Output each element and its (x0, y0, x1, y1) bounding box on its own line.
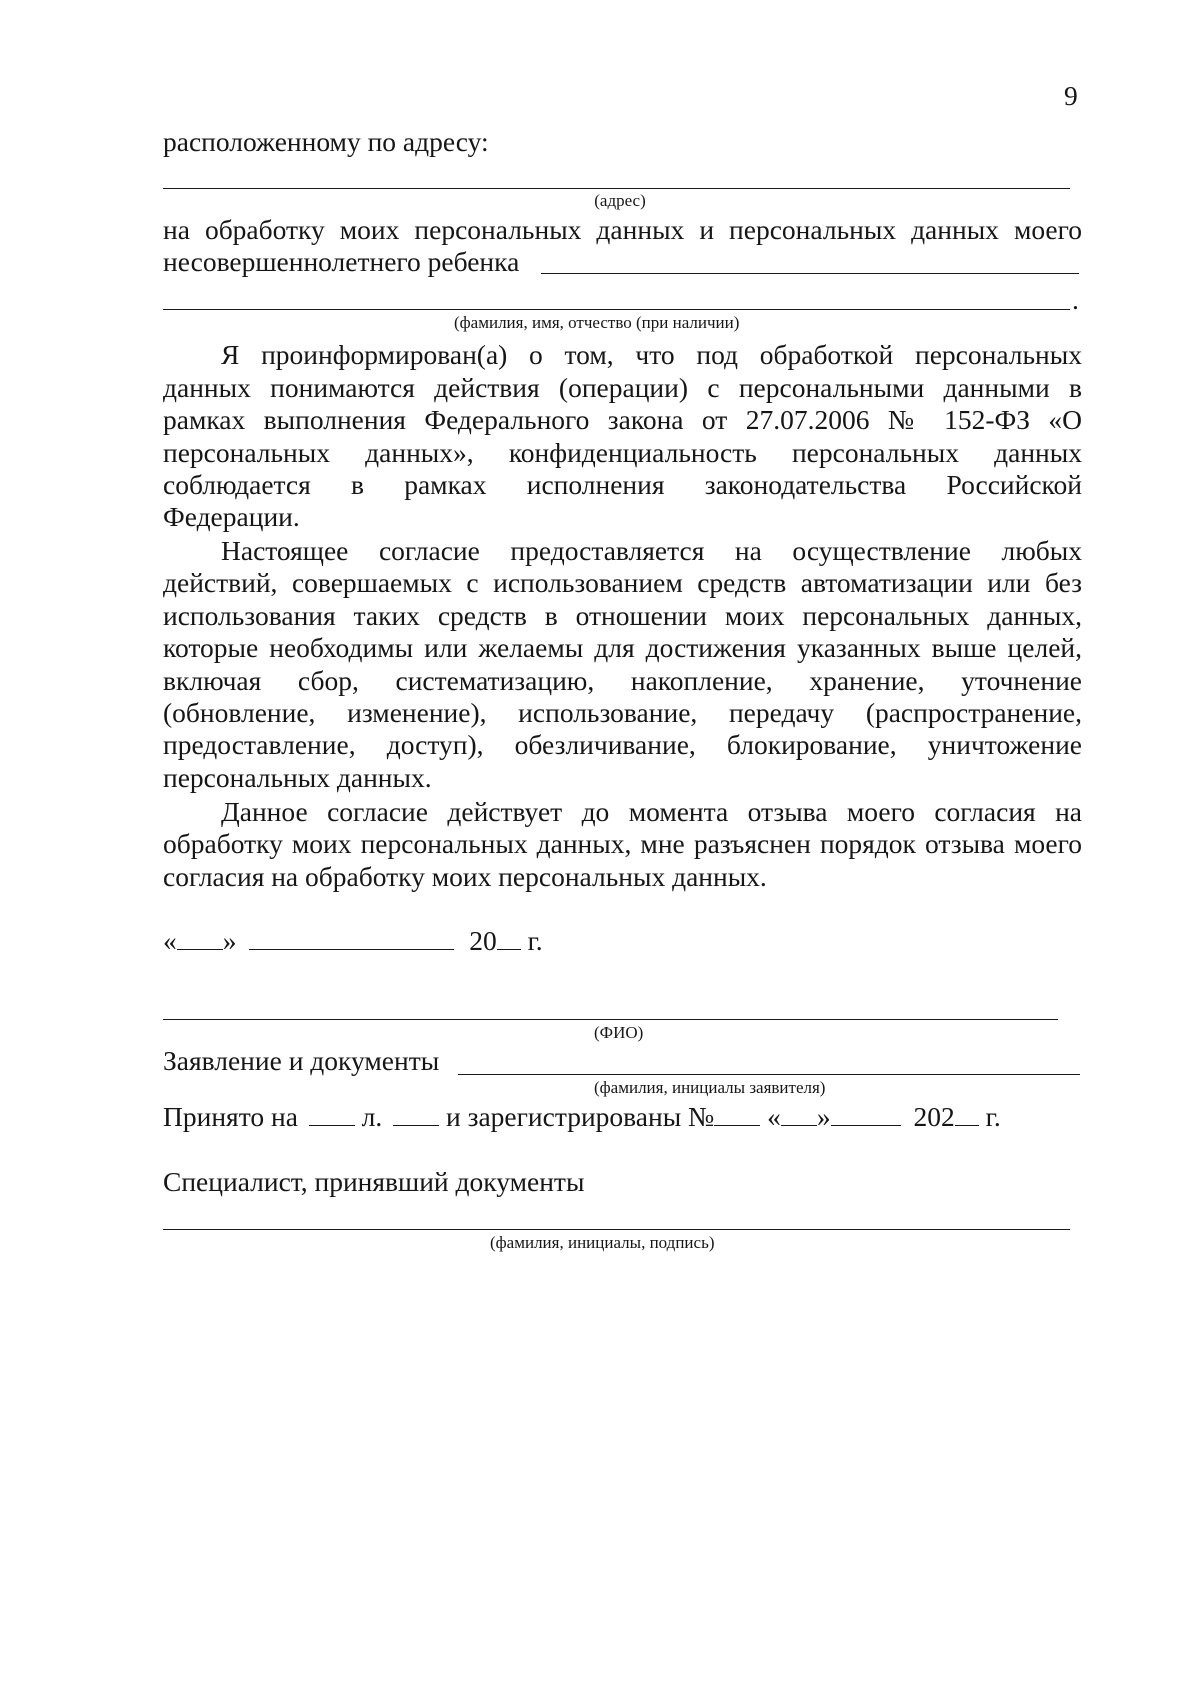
para1-line: Я проинформирован(а) о том, что под обработкой персональных (221, 339, 1082, 370)
date-close-quote: » (222, 925, 237, 956)
para2-line: персональных данных. (163, 762, 432, 793)
para2-line: использования таких средств в отношении моих персональных данных, (163, 600, 1082, 631)
fio-caption: (ФИО) (594, 1023, 644, 1042)
accepted-close-quote: » (816, 1101, 831, 1132)
para2-line: предоставление, доступ), обезличивание, блокирование, уничтожение (163, 729, 1082, 760)
address-blank-line[interactable] (163, 188, 1070, 189)
page-number: 9 (1064, 80, 1078, 111)
para3-line: обработку моих персональных данных, мне разъяснен порядок отзыва моего (163, 828, 1082, 859)
accepted-open-quote: « (767, 1101, 781, 1132)
date-year-blank[interactable] (497, 927, 521, 950)
para1-line: персональных данных», конфиденциальность персональных данных (163, 437, 1082, 468)
para2-line: которые необходимы или желаемы для достижения указанных выше целей, (163, 632, 1082, 663)
date-open-quote: « (163, 925, 177, 956)
accepted-month-blank[interactable] (831, 1103, 901, 1126)
accepted-sheets-label: л. (361, 1101, 383, 1132)
accepted-number-blank[interactable] (714, 1103, 760, 1126)
accepted-year-prefix: 202 (913, 1101, 955, 1132)
specialist-caption: (фамилия, инициалы, подпись) (490, 1233, 715, 1252)
specialist-blank-line[interactable] (163, 1229, 1070, 1230)
accepted-line (163, 1101, 1001, 1133)
para1-line: Федерации. (163, 501, 300, 532)
date-year-suffix: г. (527, 925, 543, 956)
child-name-end-dot: . (1072, 284, 1079, 315)
accepted-sheets-blank[interactable] (309, 1103, 355, 1126)
accepted-year-suffix: г. (985, 1101, 1001, 1132)
application-label: Заявление и документы (163, 1045, 440, 1076)
para1-line: данных понимаются действия (операции) с персональными данными в (163, 372, 1082, 403)
consent-line-1: на обработку моих персональных данных и персональных данных моего (163, 214, 1082, 245)
accepted-day-blank[interactable] (781, 1103, 817, 1126)
date-month-blank[interactable] (249, 927, 454, 950)
para2-line: действий, совершаемых с использованием средств автоматизации или без (163, 567, 1082, 598)
specialist-label: Специалист, принявший документы (163, 1166, 585, 1197)
consent-line-2: несовершеннолетнего ребенка (163, 246, 520, 277)
para2-line: Настоящее согласие предоставляется на осуществление любых (221, 535, 1082, 566)
para2-line: включая сбор, систематизацию, накопление, хранение, уточнение (163, 665, 1082, 696)
accepted-prefix: Принято на (163, 1101, 298, 1132)
para1-line: рамках выполнения Федерального закона от 27.07.2006 № 152-ФЗ «О (163, 404, 1082, 435)
para3-line: согласия на обработку моих персональных данных. (163, 861, 767, 892)
para2-line: (обновление, изменение), использование, передачу (распространение, (163, 697, 1082, 728)
child-name-blank-line-2[interactable] (163, 309, 1070, 310)
date-day-blank[interactable] (177, 927, 223, 950)
accepted-copies-blank[interactable] (393, 1103, 439, 1126)
address-caption: (адрес) (594, 191, 646, 210)
para3-line: Данное согласие действует до момента отзыва моего согласия на (221, 796, 1082, 827)
para1-line: соблюдается в рамках исполнения законодательства Российской (163, 469, 1082, 500)
accepted-year-blank[interactable] (955, 1103, 979, 1126)
accepted-registered: и зарегистрированы № (446, 1101, 715, 1132)
fio-blank-line[interactable] (163, 1019, 1058, 1020)
applicant-caption: (фамилия, инициалы заявителя) (594, 1078, 826, 1097)
date-year-prefix: 20 (469, 925, 497, 956)
date-line (163, 925, 543, 957)
address-intro: расположенному по адресу: (163, 126, 489, 157)
child-name-caption: (фамилия, имя, отчество (при наличии) (454, 313, 740, 332)
child-name-blank-line[interactable] (541, 273, 1079, 274)
applicant-blank-line[interactable] (458, 1074, 1080, 1075)
